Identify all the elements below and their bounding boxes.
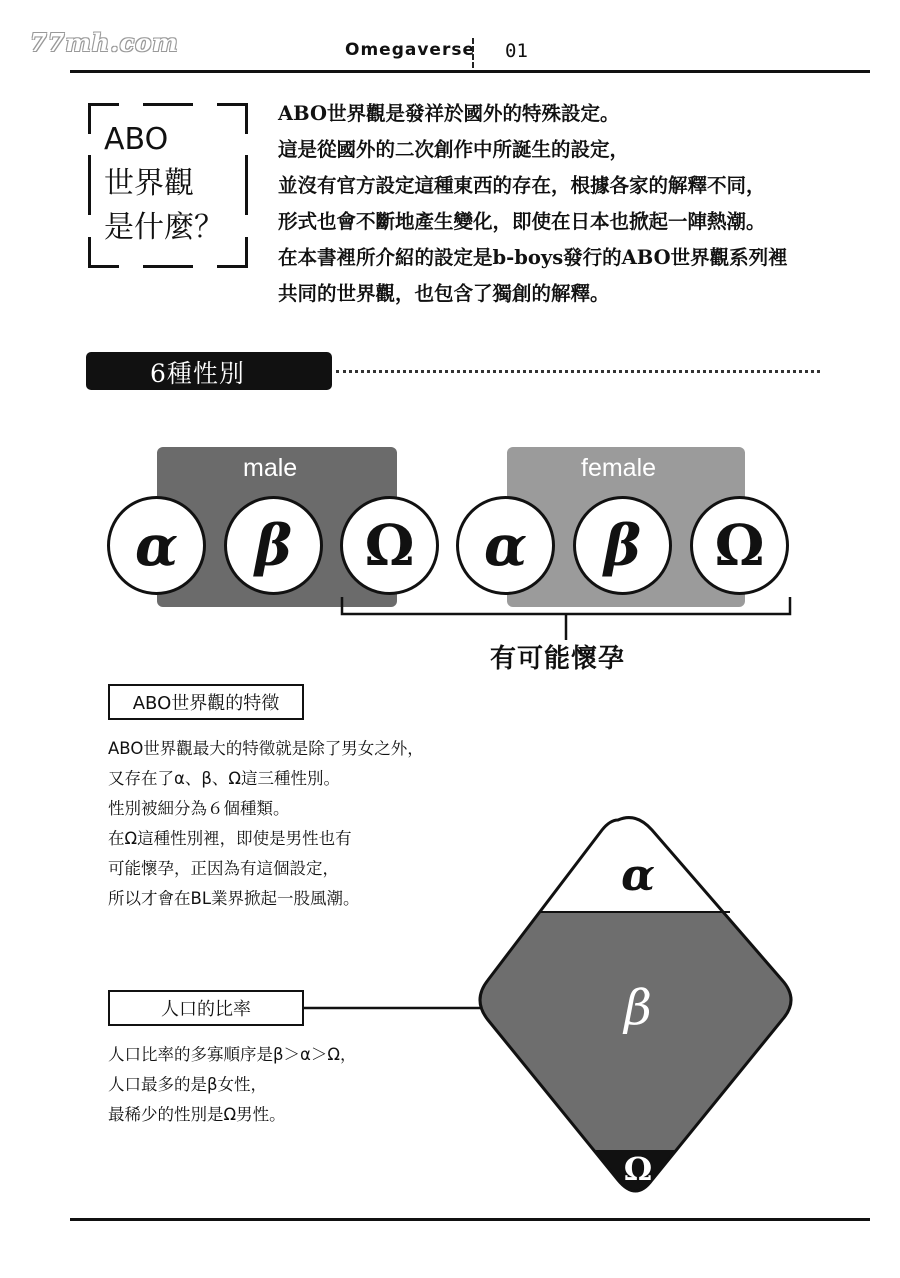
intro-line: 在本書裡所介紹的設定是b-boys發行的ABO世界觀系列裡	[278, 246, 788, 269]
intro-title-line: 世界觀	[104, 166, 194, 201]
features-line: 所以才會在BL業界掀起一股風潮。	[108, 889, 360, 908]
features-line: 性別被細分為６個種類。	[108, 799, 290, 818]
population-label: 人口的比率	[108, 990, 304, 1026]
pregnancy-bracket	[342, 597, 790, 614]
features-line: ABO世界觀最大的特徵就是除了男女之外，	[108, 739, 424, 758]
intro-title-line: 是什麼？	[104, 210, 224, 245]
diamond-beta-symbol: β	[624, 980, 652, 1036]
intro-line: 這是從國外的二次創作中所誕生的設定，	[278, 138, 630, 161]
male-beta-circle: β	[224, 496, 323, 595]
intro-line: ABO世界觀是發祥於國外的特殊設定。	[278, 102, 620, 125]
features-label: ABO世界觀的特徵	[108, 684, 304, 720]
intro-line: 共同的世界觀，也包含了獨創的解釋。	[278, 282, 610, 305]
section-heading: 6種性別	[150, 359, 245, 388]
bottom-rule	[70, 1218, 870, 1221]
intro-line: 並沒有官方設定這種東西的存在，根據各家的解釋不同，	[278, 174, 766, 197]
population-line: 人口比率的多寡順序是β＞α＞Ω，	[108, 1045, 357, 1064]
diamond-alpha-symbol: α	[621, 850, 655, 901]
features-paragraph	[108, 734, 424, 914]
female-alpha-circle: α	[456, 496, 555, 595]
male-omega-circle: Ω	[340, 496, 439, 595]
male-label: male	[243, 454, 298, 482]
female-beta-circle: β	[573, 496, 672, 595]
pregnancy-label: 有可能懷孕	[490, 644, 626, 674]
female-label: female	[581, 454, 657, 482]
population-line: 人口最多的是β女性，	[108, 1075, 268, 1094]
population-paragraph	[108, 1040, 357, 1130]
intro-line: 形式也會不斷地產生變化，即使在日本也掀起一陣熱潮。	[278, 210, 766, 233]
male-alpha-circle: α	[107, 496, 206, 595]
features-line: 在Ω這種性別裡，即使是男性也有	[108, 829, 352, 848]
features-line: 可能懷孕，正因為有這個設定，	[108, 859, 339, 878]
diamond-omega-symbol: Ω	[623, 1150, 653, 1188]
population-line: 最稀少的性別是Ω男性。	[108, 1105, 286, 1124]
female-omega-circle: Ω	[690, 496, 789, 595]
running-header-title: Omegaverse	[345, 40, 475, 60]
intro-title-line: ABO	[104, 122, 169, 157]
features-line: 又存在了α、β、Ω這三種性別。	[108, 769, 341, 788]
watermark: 77mh.com	[30, 28, 179, 57]
page-number: 01	[505, 40, 528, 62]
